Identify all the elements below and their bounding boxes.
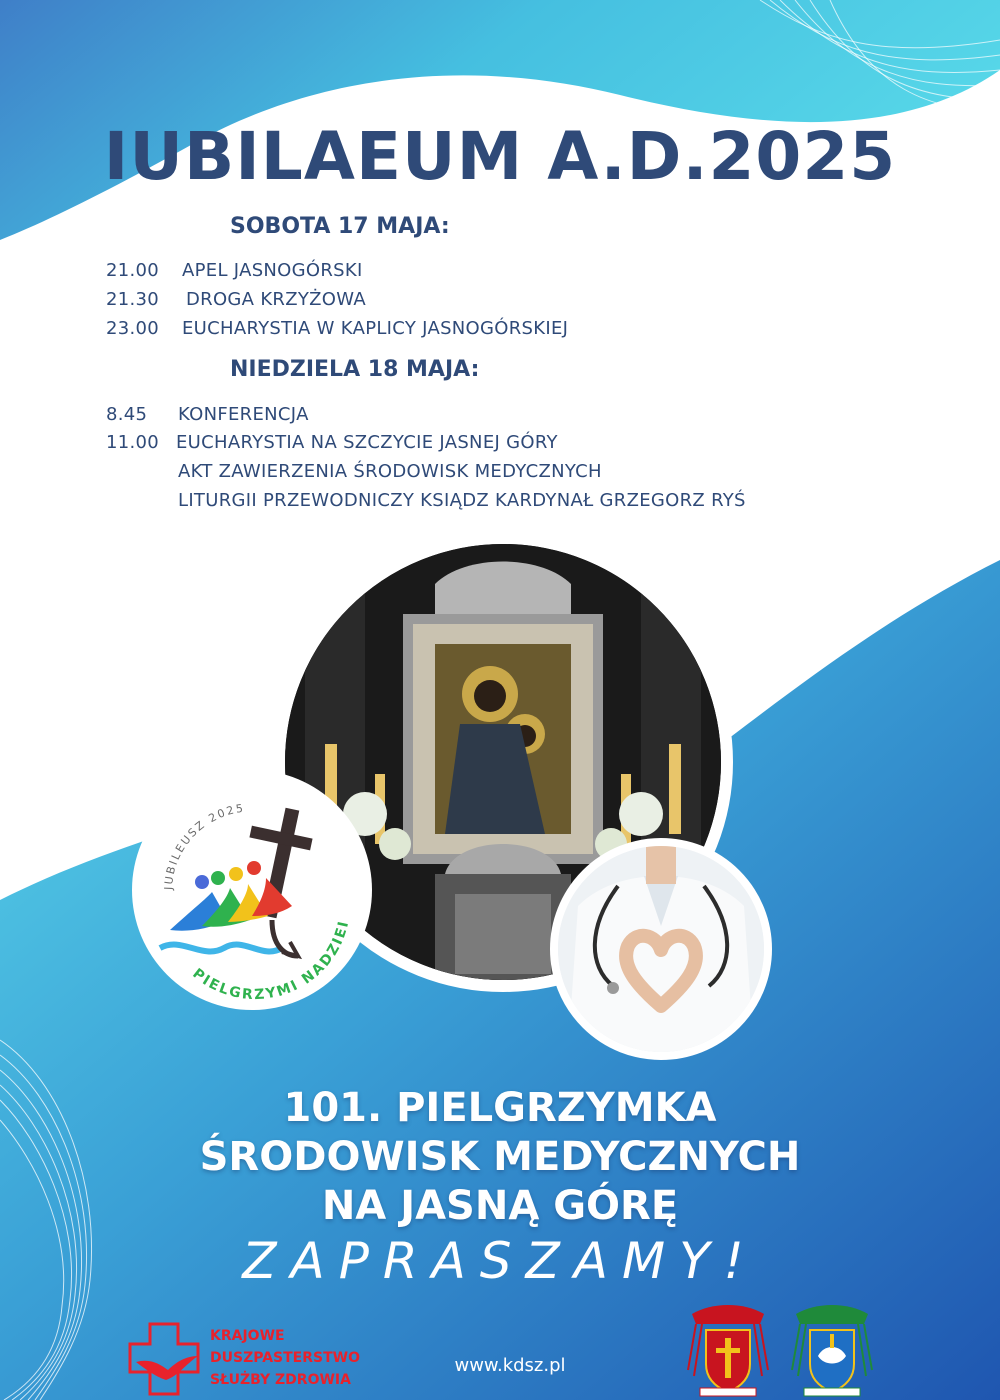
schedule-text: APEL JASNOGÓRSKI	[182, 260, 363, 281]
day-heading-sunday: NIEDZIELA 18 MAJA:	[230, 357, 480, 382]
invite-text: ZAPRASZAMY!	[242, 1232, 758, 1290]
schedule-time: 21.30	[106, 289, 160, 310]
schedule-time: 23.00	[106, 318, 160, 339]
page-title: IUBILAEUM A.D.2025	[103, 118, 897, 195]
coat-of-arms-green-icon	[786, 1300, 878, 1400]
jubilee-logo-top-text: JUBILEUSZ 2025	[161, 801, 246, 891]
schedule-time: 11.00	[106, 432, 160, 453]
schedule-text: AKT ZAWIERZENIA ŚRODOWISK MEDYCZNYCH	[178, 461, 602, 482]
schedule-item	[106, 260, 363, 281]
kdsz-logo-icon	[120, 1318, 210, 1400]
schedule-text: EUCHARYSTIA NA SZCZYCIE JASNEJ GÓRY	[176, 432, 558, 453]
day-heading-saturday: SOBOTA 17 MAJA:	[230, 214, 450, 239]
bottom-line-1: 101. PIELGRZYMKA	[283, 1085, 717, 1131]
schedule-item	[178, 461, 602, 482]
kdsz-line: SŁUŻBY ZDROWIA	[210, 1372, 351, 1388]
schedule-item	[106, 318, 568, 339]
jubilee-logo	[132, 770, 372, 1010]
schedule-time: 21.00	[106, 260, 160, 281]
schedule-item	[106, 289, 366, 310]
schedule-text: KONFERENCJA	[178, 404, 309, 425]
kdsz-line: KRAJOWE	[210, 1328, 285, 1344]
website-link[interactable]: www.kdsz.pl	[454, 1355, 566, 1376]
bottom-line-3: NA JASNĄ GÓRĘ	[321, 1183, 679, 1229]
jubilee-logo-bottom-text: PIELGRZYMI NADZIEI	[189, 918, 353, 1004]
bottom-line-2: ŚRODOWISK MEDYCZNYCH	[199, 1134, 801, 1180]
schedule-item	[106, 404, 309, 425]
schedule-time: 8.45	[106, 404, 148, 425]
kdsz-logo-text	[210, 1325, 360, 1391]
schedule-item	[106, 432, 558, 453]
doctor-heart-photo	[550, 838, 772, 1060]
schedule-text: DROGA KRZYŻOWA	[186, 289, 366, 310]
schedule-text: EUCHARYSTIA W KAPLICY JASNOGÓRSKIEJ	[182, 318, 569, 339]
schedule-item	[178, 490, 746, 511]
coat-of-arms-red-icon	[682, 1300, 774, 1400]
kdsz-line: DUSZPASTERSTWO	[210, 1350, 360, 1366]
schedule-text: LITURGII PRZEWODNICZY KSIĄDZ KARDYNAŁ GRZEGORZ RYŚ	[178, 490, 746, 511]
